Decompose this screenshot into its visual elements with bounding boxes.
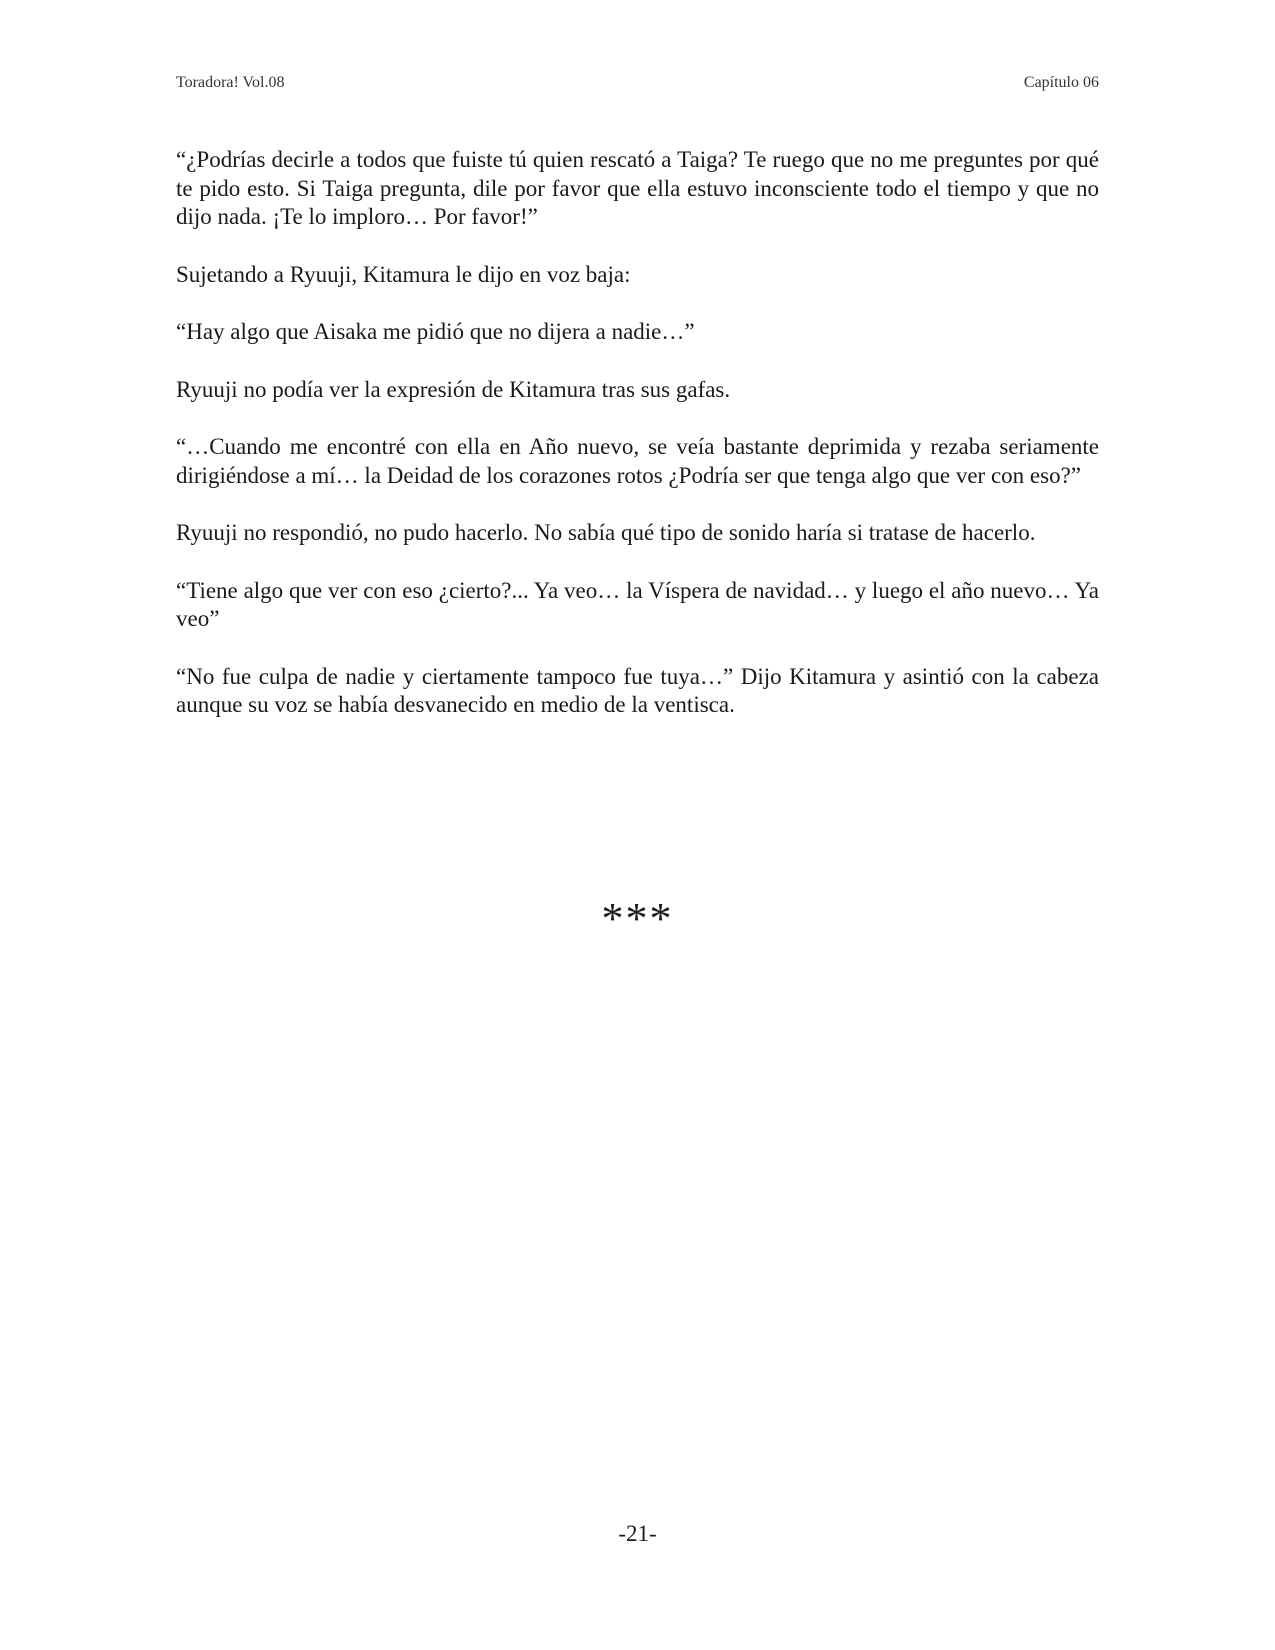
body-text [176, 146, 1099, 749]
paragraph: Ryuuji no podía ver la expresión de Kitamura tras sus gafas. [176, 376, 731, 402]
paragraph: “Tiene algo que ver con eso ¿cierto?... Ya veo… la Víspera de navidad… y luego el año nuevo… Ya veo” [176, 577, 1099, 631]
paragraph: Sujetando a Ryuuji, Kitamura le dijo en voz baja: [176, 261, 631, 287]
running-header-chapter: Capítulo 06 [1023, 74, 1099, 91]
scene-break: *** [601, 894, 674, 943]
paragraph: “Hay algo que Aisaka me pidió que no dijera a nadie…” [176, 319, 695, 344]
running-header-book-title: Toradora! Vol.08 [176, 74, 285, 91]
paragraph: Ryuuji no respondió, no pudo hacerlo. No sabía qué tipo de sonido haría si tratase de hacerlo. [176, 520, 1036, 545]
paragraph: “…Cuando me encontré con ella en Año nuevo, se veía bastante deprimida y rezaba seriamente dirigiéndose a mí… la Deidad de los corazones rotos ¿Podría ser que tenga algo que ver con eso?” [176, 434, 1099, 488]
page-number: -21- [618, 1521, 657, 1546]
paragraph: “¿Podrías decirle a todos que fuiste tú quien rescató a Taiga? Te ruego que no me preguntes por qué te pido esto. Si Taiga pregunta, dile por favor que ella estuvo inconsciente todo el tiempo y que no dijo nada. ¡Te lo imploro… Por favor!” [176, 147, 1099, 229]
paragraph: “No fue culpa de nadie y ciertamente tampoco fue tuya…” Dijo Kitamura y asintió con la cabeza aunque su voz se había desvanecido en medio de la ventisca. [176, 663, 1099, 717]
